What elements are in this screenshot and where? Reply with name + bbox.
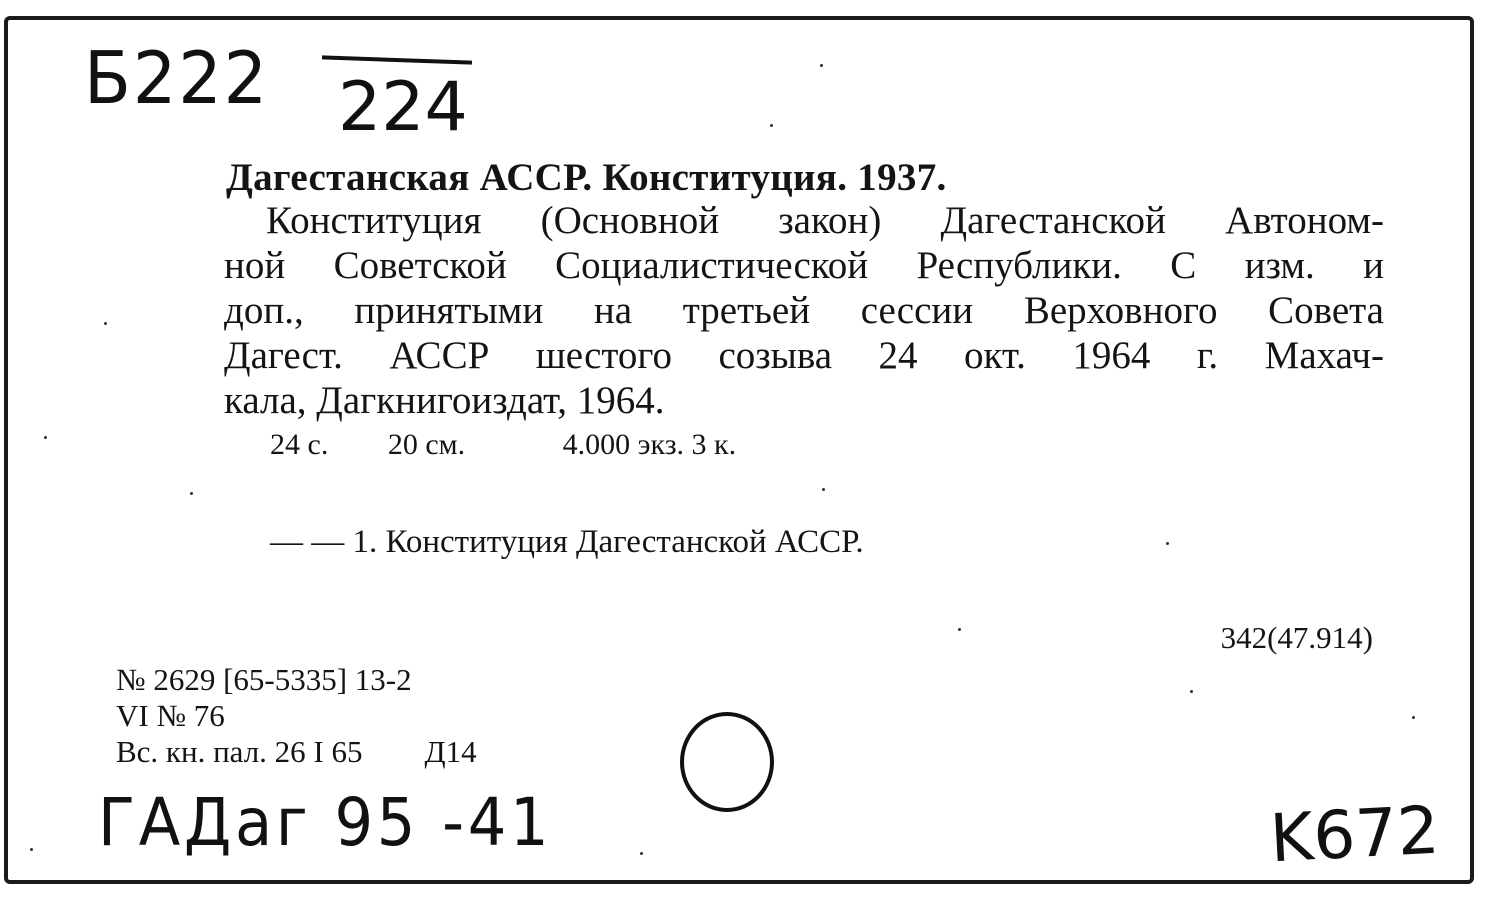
body-line-3: доп., принятыми на третьей сессии Верховного Совета <box>224 289 1384 332</box>
handwritten-sub-number: 224 <box>338 68 468 147</box>
scan-speck <box>770 124 773 127</box>
scan-speck <box>1190 690 1193 693</box>
registration-line-3 <box>116 734 477 770</box>
punch-circle <box>680 712 774 812</box>
body-line-4: Дагест. АССР шестого созыва 24 окт. 1964 г. Махач- <box>224 334 1384 377</box>
collation-print-run: 4.000 экз. 3 к. <box>562 428 737 461</box>
handwritten-archive-mark: ГАДаг 95 -41 <box>98 784 553 861</box>
scan-speck <box>820 64 823 67</box>
registration-code: Д14 <box>424 734 477 769</box>
registration-line-2: VI № 76 <box>116 698 225 733</box>
classification-number: 342(47.914) <box>1220 620 1373 655</box>
registration-block <box>116 662 477 770</box>
entry-heading: Дагестанская АССР. Конституция. 1937. <box>226 156 947 199</box>
scan-speck <box>104 322 107 325</box>
collation-line <box>270 428 788 462</box>
scan-speck <box>958 628 961 631</box>
collation-size: 20 см. <box>387 428 466 461</box>
body-line-5: кала, Дагкнигоиздат, 1964. <box>224 379 665 422</box>
body-line-1: Конституция (Основной закон) Дагестанской Автоном- <box>266 199 1384 242</box>
registration-line-1: № 2629 [65-5335] 13-2 <box>116 662 412 697</box>
registration-chamber: Вс. кн. пал. 26 I 65 <box>116 734 363 769</box>
entry-body <box>224 198 1384 423</box>
handwritten-call-number: Б222 <box>84 36 270 120</box>
scan-speck <box>44 436 47 439</box>
collation-pages: 24 с. <box>270 428 329 461</box>
scan-speck <box>190 492 193 495</box>
body-line-2: ной Советской Социалистической Республики. С изм. и <box>224 244 1384 287</box>
scan-speck <box>640 852 643 855</box>
scan-speck <box>30 848 33 851</box>
scan-speck <box>1166 542 1169 545</box>
handwritten-shelf-mark: K672 <box>1268 791 1442 878</box>
scan-speck <box>1412 716 1415 719</box>
subject-tracing: — — 1. Конституция Дагестанской АССР. <box>270 524 864 560</box>
scan-speck <box>822 488 825 491</box>
